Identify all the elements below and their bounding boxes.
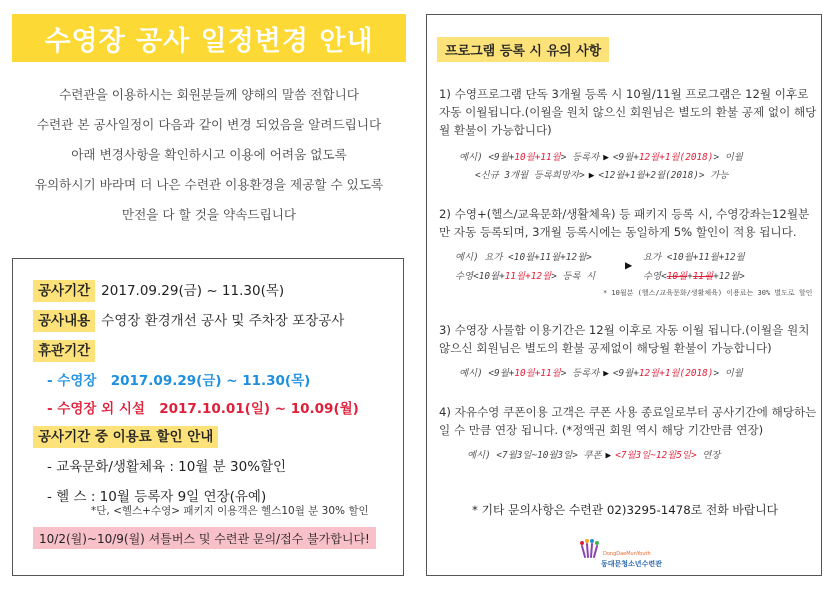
closure-period-row [33,339,95,359]
schedule-box [12,258,404,576]
example-highlight: 10월+11월 [514,368,561,379]
example-2-left-2 [455,268,595,282]
example-text: > 이월 [713,368,743,379]
example-2-note: * 10월분 (헬스/교육문화/생활체육) 이용료는 30% 별도로 할인 [603,289,813,297]
notice-title: 수영장 공사 일정변경 안내 [12,14,406,62]
example-text: > 등록자 [560,368,600,379]
arrow-glyph: ▶ [625,258,633,272]
discount-edu: - 교육문화/생활체육 : 10월 분 30%할인 [47,459,287,475]
program-item-1: 1) 수영프로그램 단독 3개월 등록 시 10월/11월 프로그램은 12월 이후로 자동 이월됩니다.(이월을 원치 않으신 회원님은 별도의 환불 공제 없이 해당월 환불이 가능합니다) [439,87,817,137]
discount-row [33,425,218,445]
example-text: 예시) <9월+ [459,368,515,379]
pool-closure-value: 2017.09.29(금) ~ 11.30(목) [110,373,311,389]
construction-content-row [33,309,344,329]
people-logo-icon [579,539,601,561]
construction-content-label: 공사내용 [33,310,95,332]
example-1b [475,167,728,181]
center-logo [579,535,689,571]
program-item-4: 4) 자유수영 쿠폰이용 고객은 쿠폰 사용 종료일로부터 공사기간에 해당하는 일 수 만큼 연장 됩니다. (*정액권 회원 역시 해당 기간만큼 연장) [439,405,817,437]
program-item-3: 3) 수영장 사물함 이용기간은 12월 이후로 자동 이월 됩니다.(이월을 원치 않으신 회원님은 별도의 환불 공제없이 해당월 환불이 가능합니다) [439,323,810,355]
example-highlight: 12월+1월(2018) [638,152,714,163]
example-highlight: <7월3일~12월5일> [615,450,697,461]
example-2-left-1: 예시) 요가 <10월+11월+12월> [455,252,592,263]
example-text: > 등록자 [560,152,600,163]
example-text: +12월> [713,271,745,282]
service-warning: 10/2(월)~10/9(월) 셔틀버스 및 수련관 문의/접수 불가합니다! [33,527,376,549]
contact-info: * 기타 문의사항은 수련관 02)3295-1478로 전화 바랍니다 [471,503,779,517]
example-text: 수영<10월+ [455,271,505,282]
intro-text [12,80,406,230]
example-text: > 이월 [713,152,743,163]
construction-period-value: 2017.09.29(금) ~ 11.30(목) [101,283,285,299]
example-text: + [687,271,693,282]
program-box [426,14,822,576]
example-highlight: 10월+11월 [514,152,561,163]
closure-period-label: 휴관기간 [33,340,95,362]
example-2-right-2 [643,268,745,282]
discount-note: *단, <헬스+수영> 패키지 이용객은 헬스10월 분 30% 할인 [91,505,369,517]
example-highlight: 11월+12월 [504,271,552,282]
example-struck: 11월 [692,271,714,282]
example-struck: 10월 [666,271,688,282]
arrow-right-icon: ▶ [603,368,609,379]
arrow-right-icon: ▶ [588,170,595,181]
example-highlight: 12월+1월(2018) [638,368,714,379]
example-text: <9월+ [612,152,639,163]
intro-line: 수련관 본 공사일정이 다음과 같이 변경 되었음을 알려드립니다 [36,117,382,132]
discount-health: - 헬 스 : 10월 등록자 9일 연장(유예) [47,489,267,505]
logo-name: 동대문청소년수련관 [601,560,662,568]
intro-line: 아래 변경사항을 확인하시고 이용에 어려움 없도록 [71,147,347,162]
pool-closure-label: - 수영장 [47,373,97,389]
other-closure-value: 2017.10.01(일) ~ 10.09(월) [159,401,359,417]
arrow-right-icon: ▶ [603,152,609,163]
example-1a [459,149,743,163]
arrow-right-icon [621,258,636,272]
example-4 [467,447,720,461]
example-text: 예시) <9월+ [459,152,515,163]
program-title: 프로그램 등록 시 유의 사항 [437,37,609,62]
pool-closure-row [47,369,310,389]
example-2-right-1: 요가 <10월+11월+12월 [643,252,745,263]
program-item-2: 2) 수영+(헬스/교육문화/생활체육) 등 패키지 등록 시, 수영강좌는12월분만 자동 등록되며, 3개월 등록시에는 동일하게 5% 할인이 적용 됩니다. [439,207,810,239]
example-3 [459,365,743,379]
example-text: > 등록 시 [551,271,596,282]
example-text: <신규 3개월 등록희망자> [475,170,585,181]
example-text: 예시) <7월3일~10월3일> 쿠폰 [467,450,602,461]
arrow-right-icon: ▶ [605,450,612,461]
intro-line: 수련관을 이용하시는 회원분들께 양해의 말씀 전합니다 [59,87,359,102]
other-closure-label: - 수영장 외 시설 [47,401,145,417]
intro-line: 만전을 다 할 것을 약속드립니다 [121,207,297,222]
logo-english-text: DongDaeMunYouth [603,551,651,557]
example-text: <12월+1월+2월(2018)> 가능 [598,170,729,181]
example-text: <9월+ [612,368,639,379]
example-text: 수영< [643,271,667,282]
discount-label: 공사기간 중 이용료 할인 안내 [33,426,218,448]
construction-period-row [33,279,284,299]
other-closure-row [47,397,359,417]
construction-period-label: 공사기간 [33,280,95,302]
construction-content-value: 수영장 환경개선 공사 및 주차장 포장공사 [101,313,345,329]
intro-line: 유의하시기 바라며 더 나은 수련관 이용환경을 제공할 수 있도록 [34,177,384,192]
example-text: 연장 [696,450,721,461]
